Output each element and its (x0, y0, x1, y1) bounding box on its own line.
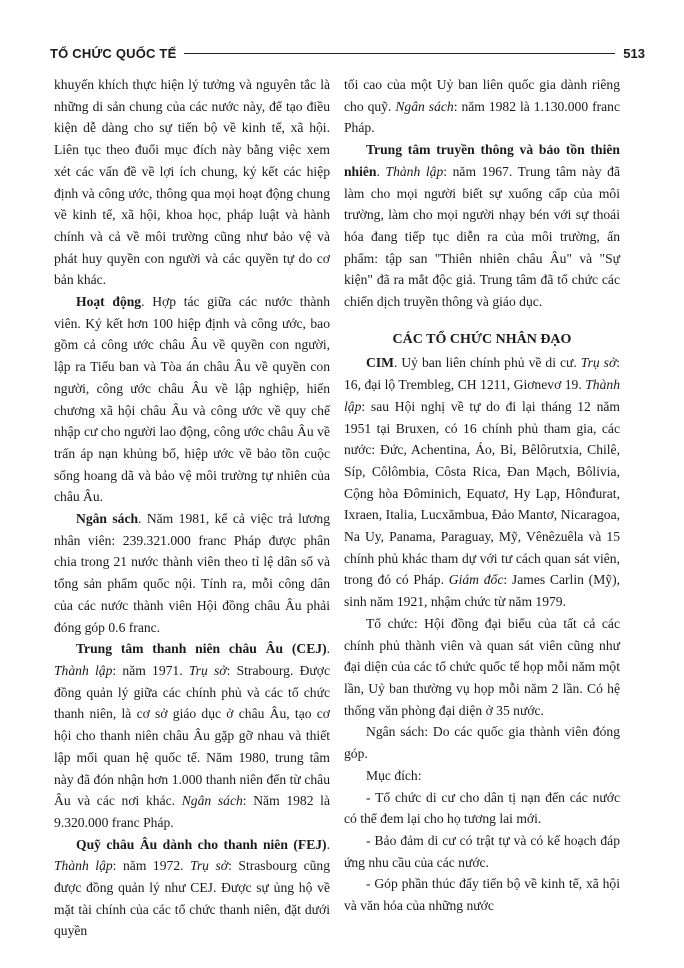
header-rule (184, 53, 615, 54)
paragraph: Ngân sách. Năm 1981, kể cả việc trả lương nhân viên: 239.321.000 franc Pháp được phân chia trong 21 nước thành viên theo tỉ lệ dân số và tổng sản phẩm quốc nội. Tính ra, mỗi công dân của các nước thành viên Hội đồng châu Âu phải đóng góp 0.6 franc. (54, 511, 330, 635)
section-label: Quỹ châu Âu dành cho thanh niên (FEJ) (76, 836, 327, 852)
list-item: - Bảo đảm di cư có trật tự và có kế hoạch đáp ứng nhu cầu của các nước. (344, 832, 620, 870)
running-header (50, 40, 645, 66)
page-number: 513 (623, 45, 645, 61)
list-item: - Tổ chức di cư cho dân tị nạn đến các nước có thể đem lại cho họ tương lai mới. (344, 789, 620, 827)
right-column (344, 74, 620, 917)
section-label: Hoạt động (76, 294, 142, 310)
section-label: Trung tâm thanh niên châu Âu (CEJ) (76, 641, 327, 657)
paragraph: Quỹ châu Âu dành cho thanh niên (FEJ). Thành lập: năm 1972. Trụ sở: Strasbourg cũng được đồng quản lý như CEJ. Được sự ủng hộ về mặt tài chính của các tổ chức thanh niên, đặt dưới quyền (54, 836, 331, 939)
paragraph: khuyến khích thực hiện lý tưởng và nguyên tắc là những di sản chung của các nước này, để tạo điều kiện dễ dàng cho sự tiến bộ về kinh tế, xã hội. Liên tục theo đuổi mục đích này bằng việc xem xét các vấn đề về lợi ích chung, ký kết các hiệp định và công ước, thông qua mọi hoạt động chung về kinh tế, xã hội, khoa học, pháp luật và hành chính và cả về môi trường cũng như bảo vệ và phát huy quyền con người và các quyền tự do cơ bản khác. (54, 77, 330, 288)
paragraph: Trung tâm thanh niên châu Âu (CEJ). Thành lập: năm 1971. Trụ sở: Strabourg. Được đồng quản lý giữa các chính phủ và các tổ chức thanh niên, là cơ sở giáo dục ở châu Âu, tạo cơ hội cho thanh niên châu Âu gặp gỡ nhau và thiết lập mối quan hệ quốc tế. Năm 1980, trung tâm này đã đón nhận hơn 1.000 thanh niên đến từ châu Âu và các nơi khác. Ngân sách: Năm 1982 là 9.320.000 franc Pháp. (54, 641, 330, 830)
section-label: CIM (366, 355, 394, 371)
paragraph: Ngân sách: Do các quốc gia thành viên đóng góp. (344, 724, 620, 762)
section-label: Ngân sách (76, 511, 139, 527)
section-heading: CÁC TỔ CHỨC NHÂN ĐẠO (392, 331, 572, 347)
paragraph: Hoạt động. Hợp tác giữa các nước thành viên. Ký kết hơn 100 hiệp định và công ước, bao gồm cả công ước châu Âu về quyền con người, lập ra Tiểu ban và Tòa án châu Âu về quyền con người, công ước châu Âu về lập nghiệp, hiến chương xã hội châu Âu và công ước về quy chế nhập cư cho người lao động, công ước châu Âu về trấn áp nạn khủng bố, hiệp ước về bảo tồn cuộc sống hoang dã và bảo vệ môi trường tự nhiên của châu Âu. (54, 294, 330, 505)
paragraph: tối cao của một Uỷ ban liên quốc gia dành riêng cho quỹ. Ngân sách: năm 1982 là 1.130.000 franc Pháp. (344, 77, 620, 136)
running-title: TỔ CHỨC QUỐC TẾ (50, 45, 177, 61)
paragraph: CIM. Uỷ ban liên chính phủ về di cư. Trụ sở: 16, đại lộ Trembleg, CH 1211, Giơnevơ 19. Thành lập: sau Hội nghị về tự do đi lại tháng 12 năm 1951 tại Bruxen, có 16 chính phủ tham gia, các nước: Đức, Achentina, Áo, Bỉ, Bêlôrutxia, Chilê, Síp, Côlômbia, Côsta Rica, Đan Mạch, Bôlivia, Cộng hòa Đôminich, Equatơ, Hy Lạp, Hônđurat, Ixraen, Italia, Lucxămbua, Đảo Mantơ, Nicaragoa, Na Uy, Panama, Paraguay, Mỹ, Vênêzuêla và 15 chính phủ khác tham dự với tư cách quan sát viên, trong đó có Pháp. Giám đốc: James Carlin (Mỹ), sinh năm 1921, nhậm chức từ năm 1979. (344, 355, 621, 610)
paragraph: Trung tâm truyền thông và bảo tồn thiên nhiên. Thành lập: năm 1967. Trung tâm này đã làm cho mọi người biết sự xuống cấp của môi trường, làm cho mọi người nhạy bén với sự thoái hóa đang tiếp tục diễn ra của môi trường, ấn phẩm: tập san "Thiên nhiên châu Âu" và "Sự kiện" đã ra mắt độc giả. Trung tâm đã tổ chức các chiến dịch truyền thông và giáo dục. (344, 142, 621, 310)
section-label: Trung tâm truyền thông và bảo tồn thiên nhiên (344, 142, 620, 179)
paragraph: Mục đích: (366, 767, 422, 783)
list-item: - Góp phần thúc đẩy tiến bộ về kinh tế, xã hội và văn hóa của những nước (344, 876, 620, 914)
left-column (54, 74, 330, 942)
paragraph: Tổ chức: Hội đồng đại biểu của tất cả các chính phủ thành viên và quan sát viên cũng như đại diện của các tổ chức quốc tế họp mỗi năm một lần, Uỷ ban thường vụ họp mỗi năm 2 lần. Có hệ thống văn phòng đại diện ở 35 nước. (344, 615, 620, 718)
